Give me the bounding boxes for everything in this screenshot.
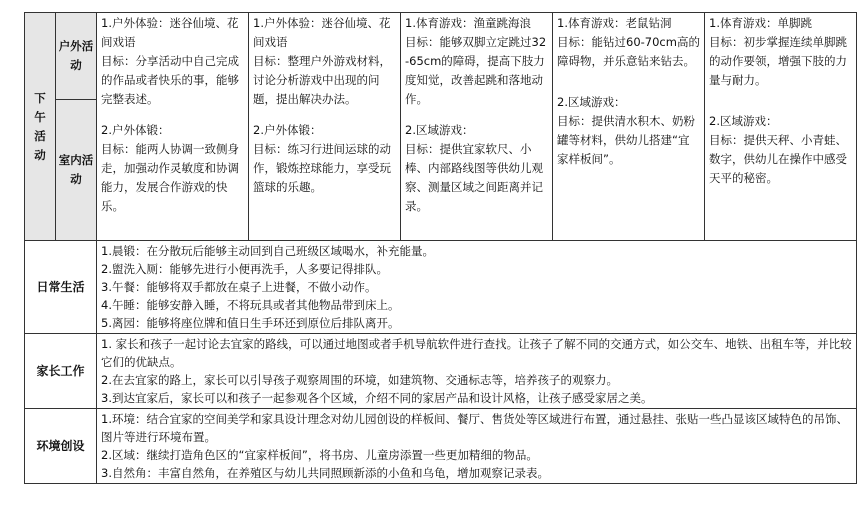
activity-goal: 目标：提供清水积木、奶粉罐等材料，供幼儿搭建“宜家样板间”。 xyxy=(557,114,695,166)
environment-item: 3.自然角：丰富自然角，在养殖区与幼儿共同照顾新添的小鱼和乌龟，增加观察记录表。 xyxy=(101,466,549,480)
schedule-table xyxy=(24,12,857,484)
afternoon-cell-4 xyxy=(553,13,705,241)
indoor-label: 室内活动 xyxy=(56,100,97,241)
activity-title: 2.区域游戏： xyxy=(709,114,778,128)
activity-goal: 目标：能两人协调一致侧身走，加强动作灵敏度和协调能力，发展合作游戏的快乐。 xyxy=(101,142,239,213)
parents-content xyxy=(97,334,857,409)
activity-title: 1.体育游戏：渔童跳海浪 xyxy=(405,16,531,30)
environment-row xyxy=(25,409,857,484)
daily-row xyxy=(25,241,857,334)
activity-title: 2.户外体锻： xyxy=(101,123,170,137)
environment-item: 2.区域：继续打造角色区的“宜家样板间”，将书房、儿童房添置一些更加精细的物品。 xyxy=(101,448,538,462)
activity-goal: 目标：提供宜家软尺、小棒、内部路线图等供幼儿观察、测量区域之间距离并记录。 xyxy=(405,142,543,213)
parents-item: 3.到达宜家后，家长可以和孩子一起参观各个区域，介绍不同的家居产品和设计风格，让孩子感受家居之美。 xyxy=(101,391,653,405)
outdoor-label: 户外活动 xyxy=(56,13,97,100)
activity-goal: 目标：练习行进间运球的动作，锻炼控球能力，享受玩篮球的乐趣。 xyxy=(253,142,391,194)
activity-title: 1.体育游戏：老鼠钻洞 xyxy=(557,16,672,30)
daily-item: 5.离园：能够将座位牌和值日生手环还到原位后排队离开。 xyxy=(101,316,400,330)
afternoon-cell-5 xyxy=(705,13,857,241)
parents-item: 2.在去宜家的路上，家长可以引导孩子观察周围的环境，如建筑物、交通标志等，培养孩子的观察力。 xyxy=(101,373,618,387)
environment-label: 环境创设 xyxy=(25,409,97,484)
activity-goal: 目标：能够双脚立定跳过32-65cm的障碍，提高下肢力度知觉，改善起跳和落地动作。 xyxy=(405,35,547,106)
activity-title: 1.户外体验：迷谷仙境、花间戏语 xyxy=(101,16,239,49)
activity-title: 2.区域游戏： xyxy=(405,123,474,137)
afternoon-cell-3 xyxy=(401,13,553,241)
activity-goal: 目标：分享活动中自己完成的作品或者快乐的事，能够完整表述。 xyxy=(101,54,239,106)
environment-item: 1.环境：结合宜家的空间美学和家具设计理念对幼儿园创设的样板间、餐厅、售货处等区域进行布置，通过悬挂、张贴一些凸显该区域特色的吊饰、图片等进行环境布置。 xyxy=(101,412,848,444)
afternoon-row-outdoor xyxy=(25,13,857,100)
daily-item: 1.晨锻：在分散玩后能够主动回到自己班级区域喝水，补充能量。 xyxy=(101,244,434,258)
schedule-table-wrapper xyxy=(24,12,856,484)
activity-goal: 目标：初步掌握连续单脚跳的动作要领，增强下肢的力量与耐力。 xyxy=(709,35,847,87)
activity-goal: 目标：能钻过60-70cm高的障碍物，并乐意钻来钻去。 xyxy=(557,35,700,68)
activity-title: 1.体育游戏：单脚跳 xyxy=(709,16,812,30)
activity-title: 2.户外体锻： xyxy=(253,123,322,137)
parents-item: 1. 家长和孩子一起讨论去宜家的路线，可以通过地图或者手机导航软件进行查找。让孩子了解不同的交通方式，如公交车、地铁、出租车等，并比较它们的优缺点。 xyxy=(101,337,852,369)
afternoon-label xyxy=(25,13,56,241)
activity-goal: 目标：整理户外游戏材料，讨论分析游戏中出现的问题，提出解决办法。 xyxy=(253,54,391,106)
activity-goal: 目标：提供天秤、小青蛙、数字，供幼儿在操作中感受天平的秘密。 xyxy=(709,133,847,185)
afternoon-label-text: 下 午 活 动 xyxy=(34,90,46,162)
parents-label: 家长工作 xyxy=(25,334,97,409)
afternoon-cell-2 xyxy=(249,13,401,241)
daily-content xyxy=(97,241,857,334)
activity-title: 1.户外体验：迷谷仙境、花间戏语 xyxy=(253,16,391,49)
parents-row xyxy=(25,334,857,409)
daily-label: 日常生活 xyxy=(25,241,97,334)
environment-content xyxy=(97,409,857,484)
afternoon-cell-1 xyxy=(97,13,249,241)
activity-title: 2.区域游戏： xyxy=(557,95,626,109)
daily-item: 3.午餐：能够将双手都放在桌子上进餐，不做小动作。 xyxy=(101,280,377,294)
daily-item: 4.午睡：能够安静入睡，不将玩具或者其他物品带到床上。 xyxy=(101,298,400,312)
daily-item: 2.盥洗入厕：能够先进行小便再洗手，人多要记得排队。 xyxy=(101,262,388,276)
